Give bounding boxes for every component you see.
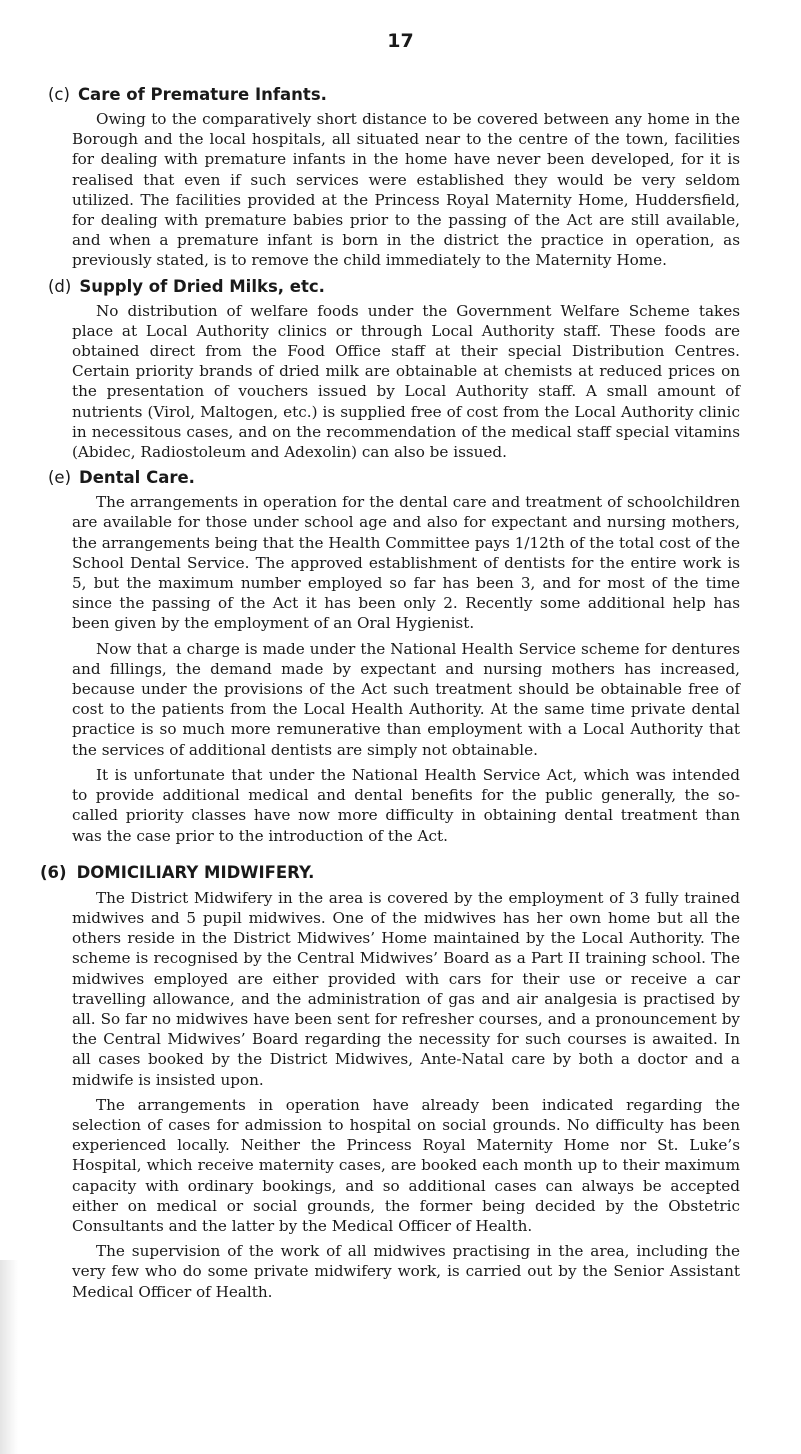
section-label: (e) — [48, 468, 72, 488]
section-heading — [40, 276, 740, 298]
section-label: (c) — [48, 85, 70, 104]
section-dried-milks — [40, 276, 740, 463]
paragraph: It is unfortunate that under the National Health Service Act, which was intended to provide additional medical and dental benefits for the public generally, the so-called priority classes have now more difficulty in obtaining dental treatment than was the case prior to the introduction of the Act. — [72, 765, 740, 845]
page-number: 17 — [387, 30, 414, 52]
section-heading — [40, 467, 740, 489]
binding-shadow — [0, 1260, 18, 1454]
section-premature-infants — [40, 84, 740, 271]
section-title: Dental Care. — [79, 468, 195, 488]
paragraph: The arrangements in operation have already been indicated regarding the selection of cases for admission to hospital on social grounds. No difficulty has been experienced locally. Neither the Princess Royal Maternity Home nor St. Luke’s Hospital, which receive maternity cases, are booked each month up to their maximum capacity with ordinary bookings, and so additional cases can always be accepted either on medical or social grounds, the former being decided by the Obstetric Consultants and the latter by the Medical Officer of Health. — [72, 1095, 740, 1235]
paragraph: Owing to the comparatively short distance to be covered between any home in the Borough and the local hospitals, all situated near to the centre of the town, facilities for dealing with premature infants in the home have never been developed, for it is realised that even if such services were established they would be very seldom utilized. The facilities provided at the Princess Royal Maternity Home, Huddersfield, for dealing with premature babies prior to the passing of the Act are still available, and when a premature infant is born in the district the practice in operation, as previously stated, is to remove the child immediately to the Maternity Home. — [72, 110, 740, 270]
section-heading — [40, 84, 740, 106]
main-section-heading — [40, 862, 740, 884]
page-content — [40, 84, 740, 1307]
section-domiciliary-midwifery — [40, 862, 740, 1302]
paragraph: Now that a charge is made under the National Health Service scheme for dentures and fillings, the demand made by expectant and nursing mothers has increased, because under the provisions of the Act such treatment should be obtainable free of cost to the patients from the Local Health Authority. At the same time private dental practice is so much more remunerative than employment with a Local Authority that the services of additional dentists are simply not obtainable. — [72, 639, 740, 759]
section-title: Care of Premature Infants. — [77, 85, 327, 104]
paragraph: The District Midwifery in the area is covered by the employment of 3 fully trained midwives and 5 pupil midwives. One of the midwives has her own home but all the others reside in the District Midwives’ Home maintained by the Local Authority. The scheme is recognised by the Central Midwives’ Board as a Part II training school. The midwives employed are either provided with cars for their use or receive a car travelling allowance, and the administration of gas and air analgesia is practised by all. So far no midwives have been sent for refresher courses, and a pronouncement by the Central Midwives’ Board regarding the necessity for such courses is awaited. In all cases booked by the District Midwives, Ante-Natal care by both a doctor and a midwife is insisted upon. — [72, 888, 740, 1089]
paragraph: The arrangements in operation for the dental care and treatment of schoolchildren are available for those under school age and also for expectant and nursing mothers, the arrangements being that the Health Committee pays 1/12th of the total cost of the School Dental Service. The approved establishment of dentists for the entire work is 5, but the maximum number employed so far has been 3, and for most of the time since the passing of the Act it has been only 2. Recently some additional help has been given by the employment of an Oral Hygienist. — [72, 493, 740, 633]
section-dental-care — [40, 467, 740, 845]
section-label: (6) — [40, 862, 67, 882]
section-label: (d) — [48, 276, 72, 296]
paragraph: The supervision of the work of all midwives practising in the area, including the very few who do some private midwifery work, is carried out by the Senior Assistant Medical Officer of Health. — [72, 1242, 740, 1301]
paragraph: No distribution of welfare foods under the Government Welfare Scheme takes place at Local Authority clinics or through Local Authority staff. These foods are obtained direct from the Food Office staff at their special Distribution Centres. Certain priority brands of dried milk are obtainable at chemists at reduced prices on the presentation of vouchers issued by Local Authority staff. A small amount of nutrients (Virol, Maltogen, etc.) is supplied free of cost from the Local Authority clinic in necessitous cases, and on the recommendation of the medical staff special vitamins (Abidec, Radiostoleum and Adexolin) can also be issued. — [72, 301, 740, 462]
section-title: DOMICILIARY MIDWIFERY. — [76, 862, 315, 882]
section-title: Supply of Dried Milks, etc. — [79, 276, 325, 296]
